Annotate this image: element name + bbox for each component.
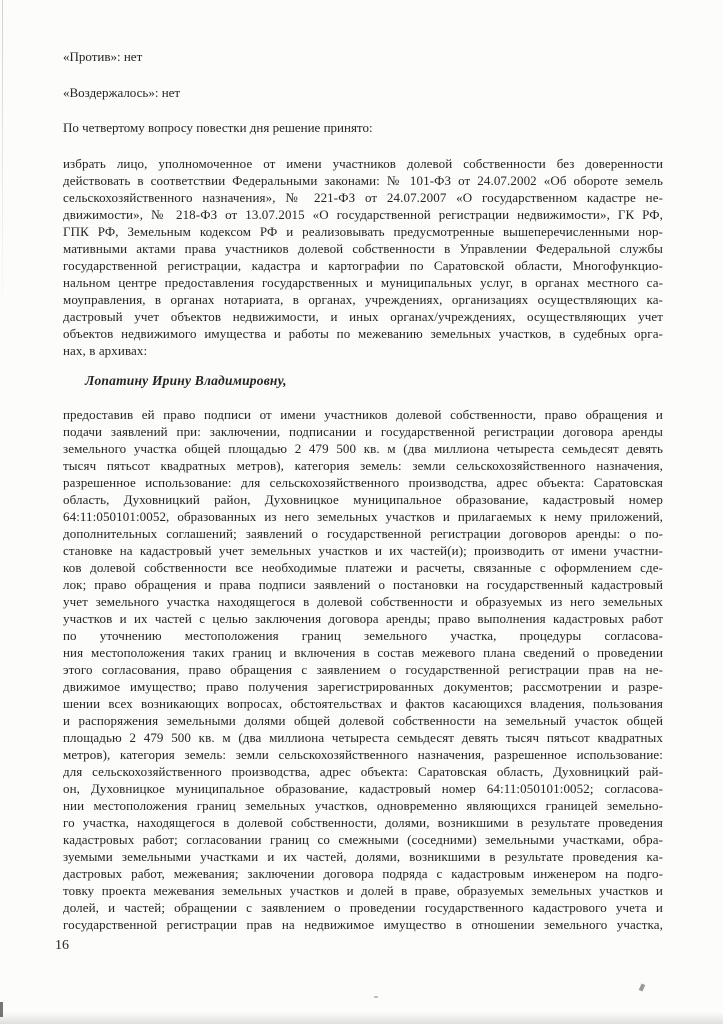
scan-bottom-shadow bbox=[0, 1012, 723, 1024]
text-line: по уточнению местоположения границ земельного участка, процедуры согласова- bbox=[63, 628, 663, 643]
text-line: для сельскохозяйственного производства, адрес объекта: Саратовская область, Духовницкий рай- bbox=[63, 764, 663, 779]
text-line: государственной регистрации прав на недвижимое имущество в отношении земельного участка, bbox=[63, 917, 663, 932]
text-line: нальном центре предоставления государственных и муниципальных услуг, в органах местного са- bbox=[63, 275, 663, 290]
scan-edge-artifact bbox=[2, 0, 3, 320]
text-line: нии местоположения границ земельных участков, одновременно являющихся границей земельно- bbox=[63, 798, 663, 813]
text-line: область, Духовницкий район, Духовницкое муниципальное образование, кадастровый номер bbox=[63, 492, 663, 507]
text-line: площадью 2 479 500 кв. м (два миллиона четыреста семьдесят девять тысяч пятьсот квадратных bbox=[63, 730, 663, 745]
text-line: земельного участка общей площадью 2 479 500 кв. м (два миллиона четыреста семьдесят девять bbox=[63, 441, 663, 456]
text-line: движимости», № 218-ФЗ от 13.07.2015 «О государственной регистрации недвижимости», ГК РФ, bbox=[63, 207, 663, 222]
text-line: избрать лицо, уполномоченное от имени участников долевой собственности без доверенности bbox=[63, 156, 663, 171]
page-number: 16 bbox=[55, 938, 69, 953]
text-line: участков и их частей с целью заключения договора аренды; право выполнения кадастровых работ bbox=[63, 611, 663, 626]
text-line: товку проекта межевания земельных участков и долей в праве, образуемых земельных участков и bbox=[63, 883, 663, 898]
text-line: учет земельного участка находящегося в долевой собственности и образуемых из него земельных bbox=[63, 594, 663, 609]
resolution-paragraph bbox=[63, 155, 663, 359]
text-line: зуемыми земельными участками и их частей, долями, возникшими в результате проведения ка- bbox=[63, 849, 663, 864]
text-line: долей, и частей; обращении с заявлением о проведении государственного кадастрового учета и bbox=[63, 900, 663, 915]
vote-against-line: «Против»: нет bbox=[63, 49, 143, 64]
text-line: дастровый учет объектов недвижимости, и иных органах/учреждениях, осуществляющих учет bbox=[63, 309, 663, 324]
text-line: разрешенное использование: для сельскохозяйственного производства, адрес объекта: Саратовская bbox=[63, 475, 663, 490]
text-line: дополнительных соглашений; заявлений о государственной регистрации договоров аренды: о по- bbox=[63, 526, 663, 541]
text-line: сельскохозяйственного назначения», № 221-ФЗ от 24.07.2007 «О государственном кадастре не- bbox=[63, 190, 663, 205]
text-line: нах, в архивах: bbox=[63, 343, 148, 358]
text-line: ков долевой собственности все необходимые платежи и расчеты, связанные с оформлением сде- bbox=[63, 560, 663, 575]
text-line: он, Духовницкое муниципальное образование, кадастровый номер 64:11:050101:0052; согласова- bbox=[63, 781, 663, 796]
text-line: мативными актами права участников долевой собственности в Управлении Федеральной службы bbox=[63, 241, 663, 256]
powers-paragraph bbox=[63, 406, 663, 933]
text-line: действовать в соответствии Федеральными законами: № 101-ФЗ от 24.07.2002 «Об обороте земель bbox=[63, 173, 663, 188]
text-line: движимое имущество; право получения зарегистрированных документов; рассмотрении и разре- bbox=[63, 679, 663, 694]
text-line: шении всех возникающих вопросах, обстоятельствах и фактов касающихся владения, пользования bbox=[63, 696, 663, 711]
text-line: и распоряжения земельными долями общей долевой собственности на земельный участок общей bbox=[63, 713, 663, 728]
text-line: становке на кадастровый учет земельных участков и их частей(и); производить от имени участни- bbox=[63, 543, 663, 558]
text-line: дастровых работ, межевания; заключении договора подряда с кадастровым инженером на подго- bbox=[63, 866, 663, 881]
text-line: ния местоположения таких границ и включения в состав межевого плана сведений о проведении bbox=[63, 645, 663, 660]
text-line: лок; право обращения и права подписи заявлений о постановки на государственный кадастровый bbox=[63, 577, 663, 592]
scan-speck-artifact bbox=[374, 996, 378, 998]
text-line: предоставив ей право подписи от имени участников долевой собственности, право обращения и bbox=[63, 407, 663, 422]
scan-speck-artifact bbox=[639, 983, 646, 991]
text-line: моуправления, в органах нотариата, в органах, учреждениях, организациях осуществляющих ка- bbox=[63, 292, 663, 307]
text-line: государственной регистрации, кадастра и картографии по Саратовской области, Многофункцио- bbox=[63, 258, 663, 273]
resolution-intro-line: По четвертому вопросу повестки дня решение принято: bbox=[63, 120, 373, 135]
text-line: объектов недвижимого имущества и работы по межеванию земельных участков, в судебных орга- bbox=[63, 326, 663, 341]
text-line: кадастровых работ; согласовании границ со смежными (соседними) земельными участками, обра- bbox=[63, 832, 663, 847]
text-line: ГПК РФ, Земельным кодексом РФ и реализовывать предусмотренные вышеперечисленными нор- bbox=[63, 224, 663, 239]
text-line: тысяч пятьсот квадратных метров), категория земель: земли сельскохозяйственного назначения, bbox=[63, 458, 663, 473]
authorized-person-name: Лопатину Ирину Владимировну, bbox=[85, 373, 287, 388]
text-line: этого согласования, право обращения с заявлением о государственной регистрации прав на не- bbox=[63, 662, 663, 677]
vote-abstained-line: «Воздержалось»: нет bbox=[63, 85, 181, 100]
text-line: 64:11:050101:0052, образованных из него земельных участков и прилагаемых к нему приложений, bbox=[63, 509, 663, 524]
text-line: подачи заявлений при: заключении, подписании и государственной регистрации договора аренды bbox=[63, 424, 663, 439]
text-line: го участка, находящегося в долевой собственности, долями, возникшими в результате проведения bbox=[63, 815, 663, 830]
text-line: метров), категория земель: земли сельскохозяйственного назначения, разрешенное использование: bbox=[63, 747, 663, 762]
